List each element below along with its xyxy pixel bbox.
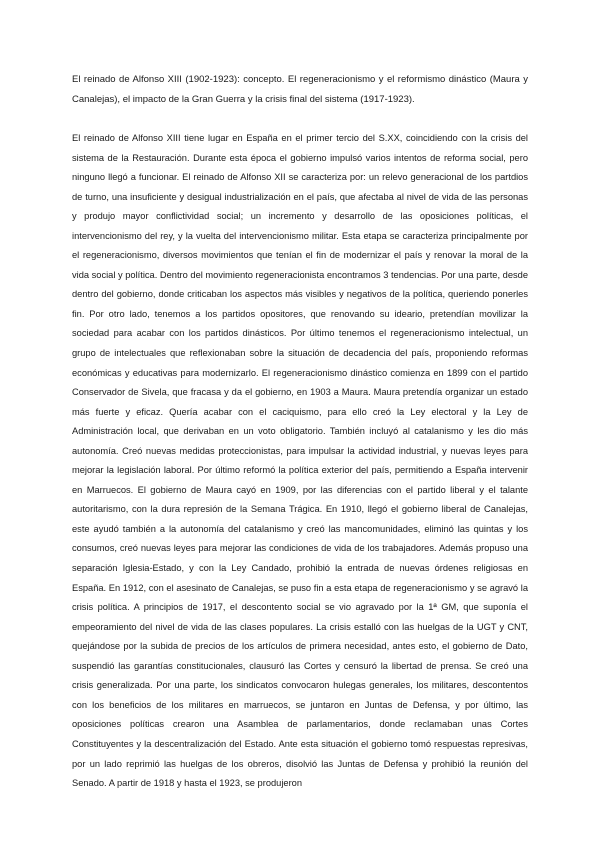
document-page — [72, 70, 528, 794]
document-body: El reinado de Alfonso XIII tiene lugar en España en el primer tercio del S.XX, coincidiendo con la crisis del sistema de la Restauración. Durante esta época el gobierno impulsó varios intentos de reforma social, pero ninguno llegó a funcionar. El reinado de Alfonso XII se caracteriza por: un relevo generacional de los partdios de turno, una insuficiente y desigual industrialización en el país, que afectaba al nivel de vida de las personas y produjo mayor conflictividad social; un incremento y desarrollo de las oposiciones políticas, el intervencionismo del rey, y la vuelta del intervencionismo militar. Esta etapa se caracteriza principalmente por el regeneracionismo, diversos movimientos que tenían el fin de modernizar el país y renovar la moral de la vida social y política. Dentro del movimiento regeneracionista encontramos 3 tendencias. Por una parte, desde dentro del gobierno, donde criticaban los aspectos más visibles y negativos de la política, queriendo ponerles fin. Por otro lado, tenemos a los partidos opositores, que renovando su ideario, pretendían movilizar la sociedad para acabar con los partidos dinásticos. Por último tenemos el regeneracionismo intelectual, un grupo de intelectuales que reflexionaban sobre la situación de decadencia del país, proponiendo reformas económicas y educativas para modernizarlo. El regeneracionismo dinástico comienza en 1899 con el partido Conservador de Sivela, que fracasa y da el gobierno, en 1903 a Maura. Maura pretendía organizar un estado más fuerte y eficaz. Quería acabar con el caciquismo, para ello creó la Ley electoral y la Ley de Administración local, que derivaban en un voto obligatorio. También incluyó al catalanismo y les dio más autonomía. Creó nuevas medidas proteccionistas, para impulsar la actividad industrial, y nuevas leyes para mejorar la legislación laboral. Por último reformó la política exterior del país, permitiendo a España intervenir en Marruecos. El gobierno de Maura cayó en 1909, por las diferencias con el partido liberal y el talante autoritarismo, con la dura represión de la Semana Trágica. En 1910, llegó el gobierno liberal de Canalejas, este ayudó también a la autonomía del catalanismo y creó las mancomunidades, eliminó las quintas y los consumos, creó nuevas leyes para mejorar las condiciones de vida de los trabajadores. Además propuso una separación Iglesia-Estado, y con la Ley Candado, prohibió la entrada de nuevas órdenes religiosas en España. En 1912, con el asesinato de Canalejas, se puso fin a esta etapa de regeneracionismo y se agravó la crisis política. A principios de 1917, el descontento social se vio agravado por la 1ª GM, que suponía el empeoramiento del nivel de vida de las clases populares. La crisis estalló con las huelgas de la UGT y CNT, quejándose por la subida de precios de los artículos de primera necesidad, antes esto, el gobierno de Dato, suspendió las garantías constitucionales, clausuró las Cortes y censuró la libertad de prensa. Se creó una crisis generalizada. Por una parte, los sindicatos convocaron hulegas generales, los militares, descontentos con los beneficios de los militares en marruecos, se juntaron en Juntas de Defensa, y por último, las oposiciones políticas crearon una Asamblea de parlamentarios, donde reclamaban unas Cortes Constituyentes y la descentralización del Estado. Ante esta situación el gobierno tomó respuestas represivas, por un lado reprimió las huelgas de los obreros, disolvió las Juntas de Defensa y prohibió la reunión del Senado. A partir de 1918 y hasta el 1923, se produjeron — [72, 133, 528, 789]
document-title: El reinado de Alfonso XIII (1902-1923): concepto. El regeneracionismo y el reformismo dinástico (Maura y Canalejas), el impacto de la Gran Guerra y la crisis final del sistema (1917-1923). — [72, 74, 528, 105]
